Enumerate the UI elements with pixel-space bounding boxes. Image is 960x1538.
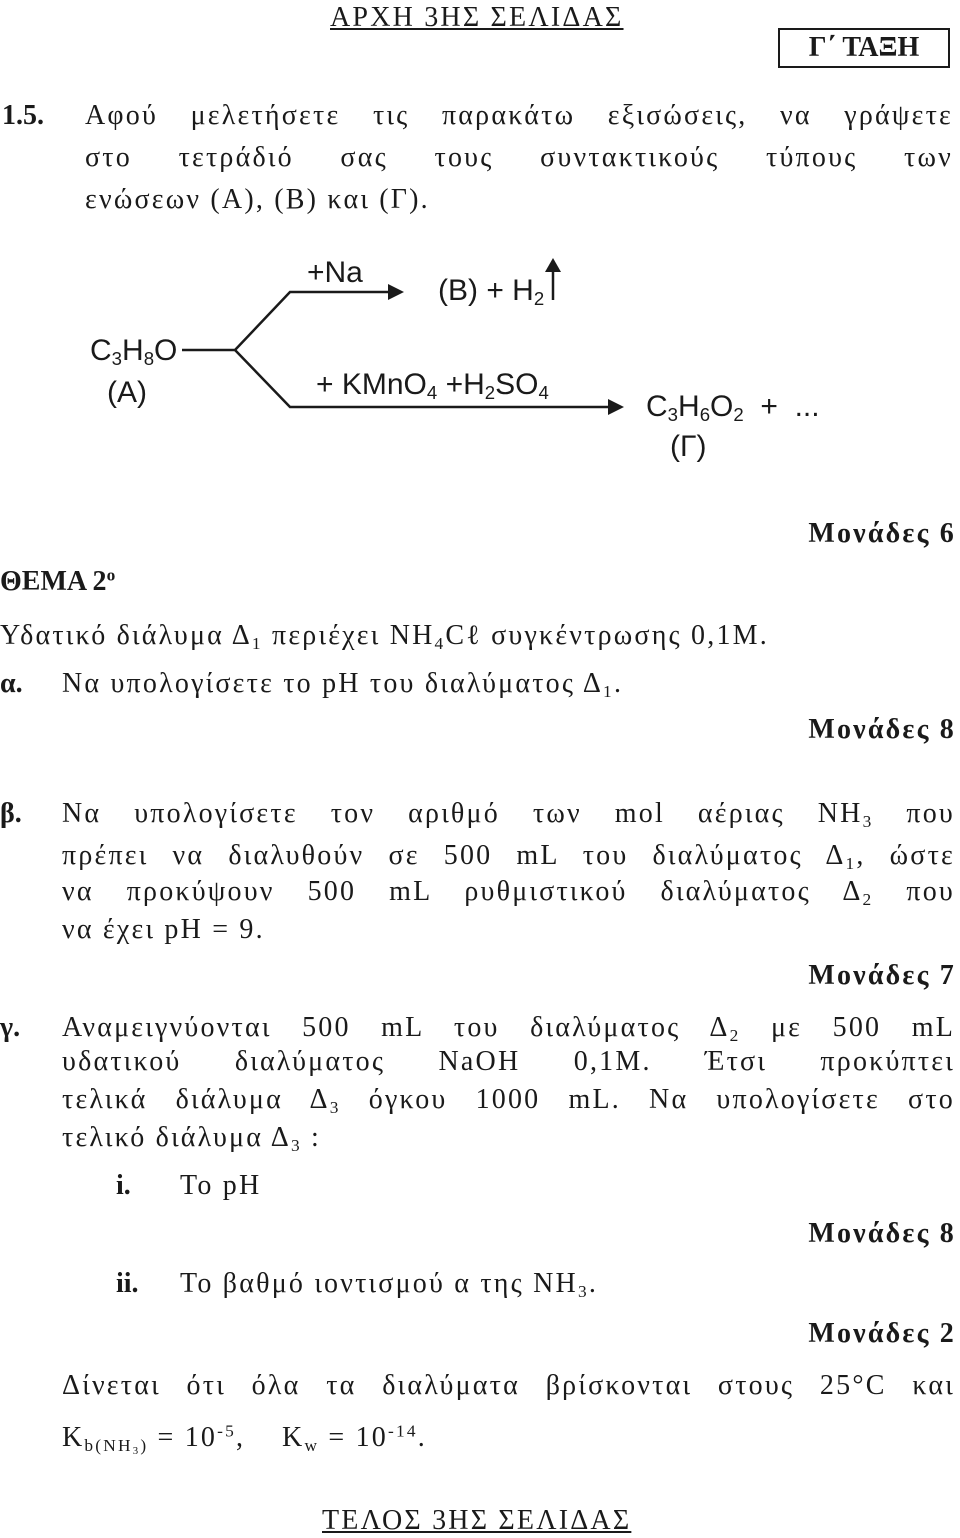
o-atom: O xyxy=(154,334,178,367)
product-g-label: (Γ) xyxy=(670,430,707,463)
qb-label: β. xyxy=(0,798,22,829)
qg-line-4-pre: τελικό διάλυμα Δ xyxy=(62,1122,291,1153)
kb-equals: = 10 xyxy=(148,1422,218,1453)
delta-subscript: 2 xyxy=(729,1025,741,1045)
intro-mid: περιέχει NH xyxy=(262,620,435,651)
section-title xyxy=(0,566,115,598)
h-atom: H xyxy=(122,334,144,367)
h-subscript: 6 xyxy=(699,404,711,426)
reactant-label: (A) xyxy=(107,376,147,409)
product-b xyxy=(438,274,544,308)
intro-text xyxy=(0,620,769,652)
qb-line-2-pre: πρέπει να διαλυθούν σε 500 mL του διαλύματος Δ xyxy=(62,840,846,871)
qg-line-1-pre: Αναμειγνύονται 500 mL του διαλύματος Δ xyxy=(62,1012,730,1043)
delta-subscript: 3 xyxy=(290,1135,302,1155)
sub-ii-text xyxy=(180,1268,598,1300)
delta-subscript: 1 xyxy=(251,633,263,653)
kw-subscript: w xyxy=(304,1435,320,1455)
qb-line-1-post: που xyxy=(873,798,955,829)
so-subscript: 4 xyxy=(538,382,549,404)
plus-sign: + xyxy=(760,390,778,423)
q15-line-3: ενώσεων (Α), (Β) και (Γ). xyxy=(85,184,430,215)
product-b-text: (B) + H xyxy=(438,274,534,307)
plus-sign: + xyxy=(316,368,334,401)
h2-text: +H xyxy=(445,368,485,401)
ordinal-superscript: ο xyxy=(106,565,116,585)
given-constants xyxy=(62,1421,427,1457)
c-atom: C xyxy=(646,390,668,423)
qa-text-main: Να υπολογίσετε το pH του διαλύματος Δ xyxy=(62,668,604,699)
reaction-lines xyxy=(0,0,960,500)
reagent-na: +Na xyxy=(307,256,363,289)
nh3-subscript: 3 xyxy=(862,811,874,831)
h2-subscript: 2 xyxy=(484,382,496,404)
qg-line-3-pre: τελικά διάλυμα Δ xyxy=(62,1084,330,1115)
sub-i-label: i. xyxy=(116,1170,131,1201)
question-number: 1.5. xyxy=(2,100,44,131)
intro-post: Cℓ συγκέντρωσης 0,1M. xyxy=(445,620,769,651)
delta-subscript: 1 xyxy=(603,681,614,701)
qg-line-3 xyxy=(62,1084,955,1116)
qa-text xyxy=(62,668,623,700)
kb-exponent: -5 xyxy=(217,1421,236,1441)
c-subscript: 3 xyxy=(111,348,123,370)
marks-8a: Μονάδες 8 xyxy=(808,714,956,745)
qg-label: γ. xyxy=(0,1012,21,1043)
kw-symbol: K xyxy=(282,1422,305,1453)
ellipsis: ... xyxy=(794,390,820,423)
period: . xyxy=(613,668,624,699)
nh4-subscript: 4 xyxy=(434,633,446,653)
so-text: SO xyxy=(495,368,539,401)
kmno-text: KMnO xyxy=(341,368,427,401)
page-header: ΑΡΧΗ 3ΗΣ ΣΕΛΙΔΑΣ xyxy=(330,2,624,33)
q15-line-2: στο τετράδιό σας τους συντακτικούς τύπους των xyxy=(85,142,953,173)
qg-line-1-post: με 500 mL xyxy=(740,1012,955,1043)
reactant-formula xyxy=(90,334,177,368)
qa-label: α. xyxy=(0,668,23,699)
c-subscript: 3 xyxy=(667,404,679,426)
h2-subscript: 2 xyxy=(533,288,545,310)
sub-ii-text-main: Το βαθμό ιοντισμού α της NH xyxy=(180,1268,578,1299)
reagent-kmno4 xyxy=(316,368,549,402)
marks-6: Μονάδες 6 xyxy=(808,518,956,549)
qg-line-4 xyxy=(62,1122,321,1154)
marks-7: Μονάδες 7 xyxy=(808,960,956,991)
o-atom: O xyxy=(710,390,734,423)
comma: , xyxy=(236,1422,246,1453)
qb-line-3-post: που xyxy=(873,876,955,907)
class-label: Γ΄ ΤΑΞΗ xyxy=(808,32,920,63)
given-line-1: Δίνεται ότι όλα τα διαλύματα βρίσκονται στους 25°C και xyxy=(62,1370,955,1401)
product-g-formula xyxy=(646,390,820,424)
kw-equals: = 10 xyxy=(319,1422,388,1453)
sub-i-text: To pH xyxy=(180,1170,262,1201)
qg-line-1 xyxy=(62,1012,955,1044)
qb-line-1 xyxy=(62,798,955,830)
delta-subscript: 1 xyxy=(845,853,857,873)
kw-exponent: -14 xyxy=(387,1421,418,1441)
nh3-subscript: 3 xyxy=(132,1444,141,1457)
section-title-text: ΘΕΜΑ 2 xyxy=(0,566,107,597)
page-footer: ΤΕΛΟΣ 3ΗΣ ΣΕΛΙΔΑΣ xyxy=(322,1505,632,1536)
qg-line-2: υδατικού διαλύματος NaOH 0,1M. Έτσι προκύπτει xyxy=(62,1046,955,1077)
qb-line-1-pre: Να υπολογίσετε τον αριθμό των mol αέριας NH xyxy=(62,798,863,829)
marks-2: Μονάδες 2 xyxy=(808,1318,956,1349)
intro-pre: Υδατικό διάλυμα Δ xyxy=(0,620,252,651)
period: . xyxy=(417,1422,427,1453)
qb-line-3 xyxy=(62,876,955,908)
qb-line-3-pre: να προκύψουν 500 mL ρυθμιστικού διαλύματος Δ xyxy=(62,876,863,907)
nh3-subscript: 3 xyxy=(577,1281,589,1301)
kb-symbol: K xyxy=(62,1422,85,1453)
h-subscript: 8 xyxy=(143,348,155,370)
qb-line-2-post: , ώστε xyxy=(856,840,956,871)
qb-line-2 xyxy=(62,840,955,872)
qg-line-4-post: : xyxy=(301,1122,322,1153)
o-subscript: 2 xyxy=(733,404,744,426)
period: . xyxy=(588,1268,599,1299)
h-atom: H xyxy=(678,390,700,423)
delta-subscript: 3 xyxy=(329,1097,341,1117)
c-atom: C xyxy=(90,334,112,367)
sub-ii-label: ii. xyxy=(116,1268,139,1299)
kmno-subscript: 4 xyxy=(426,382,438,404)
qb-line-4: να έχει pH = 9. xyxy=(62,914,265,945)
kb-subscript: b(NH xyxy=(84,1435,133,1455)
marks-8b: Μονάδες 8 xyxy=(808,1218,956,1249)
qg-line-3-post: όγκου 1000 mL. Να υπολογίσετε στο xyxy=(340,1084,955,1115)
q15-line-1: Αφού μελετήσετε τις παρακάτω εξισώσεις, να γράψετε xyxy=(85,100,953,131)
delta-subscript: 2 xyxy=(862,889,874,909)
kb-close-paren: ) xyxy=(140,1435,149,1455)
